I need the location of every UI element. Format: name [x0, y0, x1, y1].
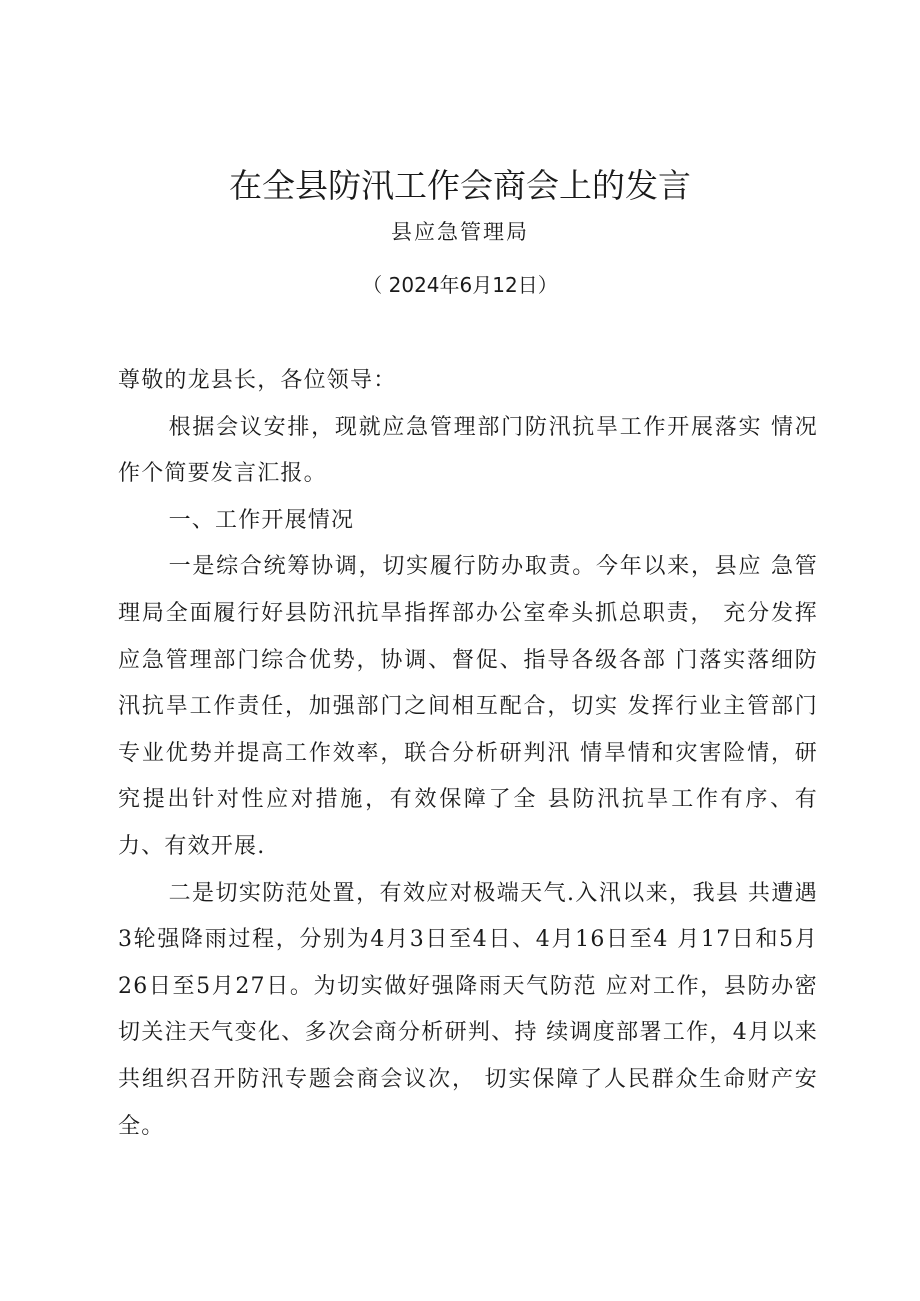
paragraph-coordination: 一是综合统筹协调，切实履行防办取责。今年以来，县应 急管理局全面履行好县防汛抗旱指挥部办公室牵头抓总职责， 充分发挥应急管理部门综合优势，协调、督促、指导各级各部 门落实落细防汛抗旱工作责任，加强部门之间相互配合，切实 发挥行业主管部门专业优势并提高工作效率，联合分析研判汛 情旱情和灾害险情，研究提出针对性应对措施，有效保障了全 县防汛抗旱工作有序、有力、有效开展.	[118, 554, 818, 859]
paragraph-prevention: 二是切实防范处置，有效应对极端天气.入汛以来，我县 共遭遇3轮强降雨过程，分别为4月3日至4日、4月16日至4 月17日和5月26日至5月27日。为切实做好强降雨天气防范 应对工作，县防办密切关注天气变化、多次会商分析研判、持 续调度部署工作，4月以来共组织召开防汛专题会商会议次， 切实保障了人民群众生命财产安全。	[118, 880, 818, 1139]
document-author: 县应急管理局	[391, 220, 529, 244]
paragraph-intro: 根据会议安排，现就应急管理部门防汛抗旱工作开展落实 情况作个简要发言汇报。	[118, 414, 818, 487]
document-title: 在全县防汛工作会商会上的发言	[229, 166, 691, 205]
document-body	[118, 358, 818, 1150]
document-date: （ 2024年6月12日）	[362, 273, 558, 297]
section-heading: 一、工作开展情况	[168, 507, 355, 533]
salutation: 尊敬的龙县长，各位领导：	[118, 368, 397, 393]
